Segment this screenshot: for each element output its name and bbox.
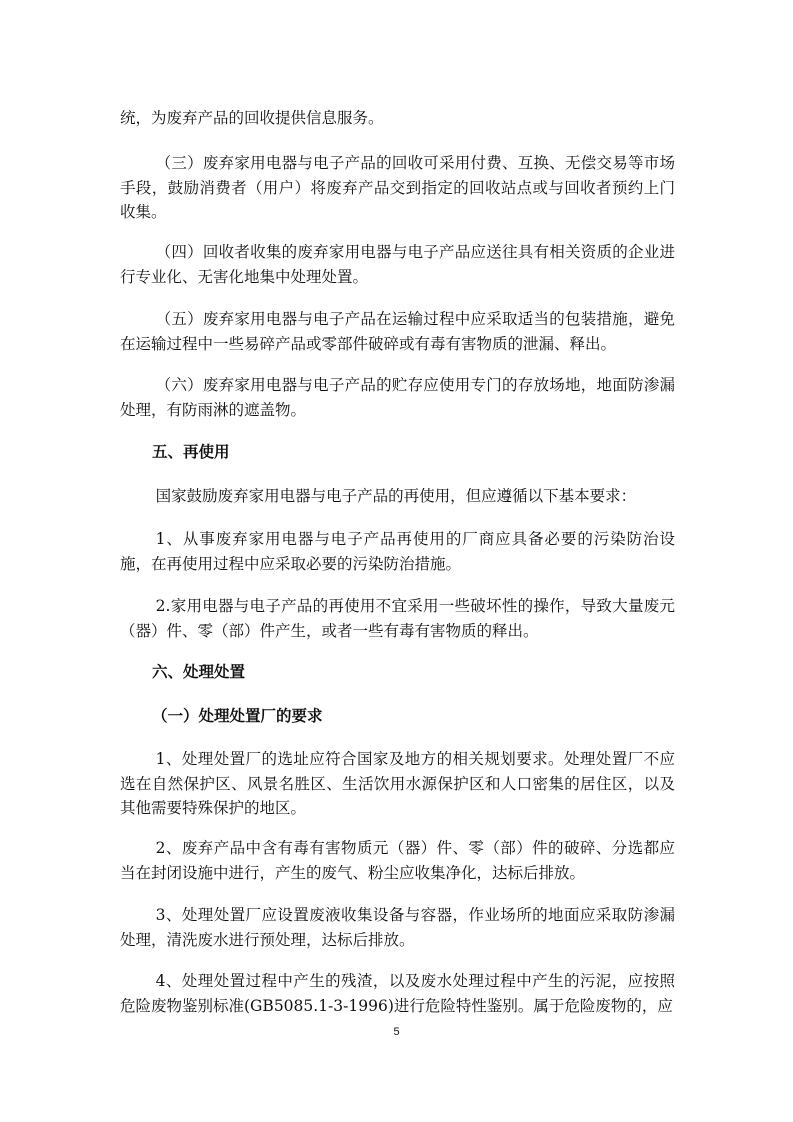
section-heading-reuse: 五、再使用	[152, 443, 230, 461]
subsection-heading-plant-requirements: （一）处理处置厂的要求	[152, 707, 323, 725]
paragraph-storage: （六）废弃家用电器与电子产品的贮存应使用专门的存放场地，地面防渗漏处理，有防雨淋的遮盖物。	[120, 376, 675, 419]
paragraph-continuation: 统，为废弃产品的回收提供信息服务。	[120, 109, 384, 127]
paragraph-waste-liquid: 3、处理处置厂应设置废液收集设备与容器，作业场所的地面应采取防渗漏处理，清洗废水进行预处理，达标后排放。	[120, 906, 675, 949]
paragraph-plant-siting: 1、处理处置厂的选址应符合国家及地方的相关规划要求。处理处置厂不应选在自然保护区、风景名胜区、生活饮用水源保护区和人口密集的居住区，以及其他需要特殊保护的地区。	[120, 750, 675, 817]
paragraph-transport-packaging: （五）废弃家用电器与电子产品在运输过程中应采取适当的包装措施，避免在运输过程中一些易碎产品或零部件破碎或有毒有害物质的泄漏、释出。	[120, 310, 675, 353]
paragraph-reuse-rule-2: 2.家用电器与电子产品的再使用不宜采用一些破坏性的操作，导致大量废元（器）件、零（部）件产生，或者一些有毒有害物质的释出。	[120, 597, 675, 640]
section-heading-treatment: 六、处理处置	[152, 663, 246, 681]
paragraph-recycling-methods: （三）废弃家用电器与电子产品的回收可采用付费、互换、无偿交易等市场手段，鼓励消费者（用户）将废弃产品交到指定的回收站点或与回收者预约上门收集。	[120, 154, 675, 221]
paragraph-reuse-intro: 国家鼓励废弃家用电器与电子产品的再使用，但应遵循以下基本要求：	[155, 487, 637, 505]
paragraph-crushing-sorting: 2、废弃产品中含有毒有害物质元（器）件、零（部）件的破碎、分选都应当在封闭设施中进行，产生的废气、粉尘应收集净化，达标后排放。	[120, 839, 675, 882]
paragraph-reuse-rule-1: 1、从事废弃家用电器与电子产品再使用的厂商应具备必要的污染防治设施，在再使用过程中应采取必要的污染防治措施。	[120, 530, 675, 573]
paragraph-recycler-delivery: （四）回收者收集的废弃家用电器与电子产品应送往具有相关资质的企业进行专业化、无害化地集中处理处置。	[120, 243, 675, 286]
paragraph-residue-identification: 4、处理处置过程中产生的残渣，以及废水处理过程中产生的污泥，应按照危险废物鉴别标准(GB5085.1-3-1996)进行危险特性鉴别。属于危险废物的，应	[120, 972, 675, 1015]
page-number: 5	[393, 1026, 400, 1038]
